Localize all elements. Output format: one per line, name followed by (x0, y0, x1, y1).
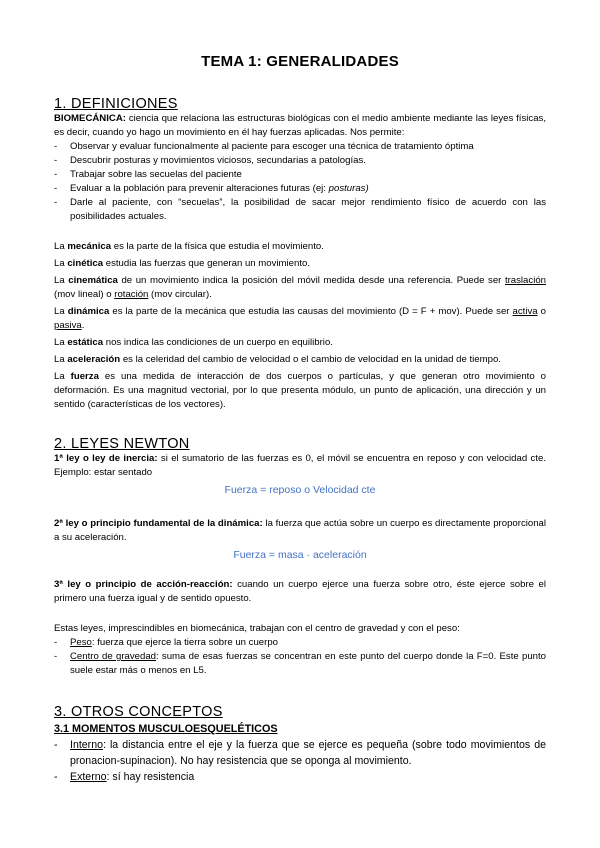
peso-term: Peso (70, 637, 92, 648)
law3-term: 3ª ley o principio de acción-reacción: (54, 579, 233, 590)
estatica-term: estática (67, 337, 104, 348)
cinematica-term: cinemática (68, 275, 118, 286)
externo-text: : sí hay resistencia (106, 771, 195, 783)
section-heading-leyes-newton: 2. LEYES NEWTON (54, 436, 190, 452)
law2-text: la fuerza que actúa sobre un cuerpo es directamente proporcional a su aceleración. (54, 518, 547, 543)
list-item: - Observar y evaluar funcionalmente al paciente para escoger una técnica de tratamiento óptima (54, 140, 546, 154)
list-item: - Darle al paciente, con “secuelas”, la posibilidad de sacar mejor rendimiento físico de acuerdo con las posibilidades actuales. (54, 196, 546, 224)
biomecanica-text: ciencia que relaciona las estructuras biológicas con el medio ambiente mediante las leyes físicas, es decir, cuando yo hago un movimiento en él hay fuerzas aplicadas. Nos permite: (54, 113, 546, 138)
cinematica-paragraph (54, 274, 546, 302)
text-fragment: (mov lineal) o (54, 289, 115, 300)
text-fragment: es la celeridad del cambio de velocidad o el cambio de velocidad en la unidad de tiempo. (120, 354, 501, 365)
text-fragment: La (54, 371, 71, 382)
law1-text: si el sumatorio de las fuerzas es 0, el móvil se encuentra en reposo y con velocidad cte. Ejemplo: estar sentado (54, 453, 546, 478)
interno-term: Interno (70, 739, 103, 751)
law2-term: 2ª ley o principio fundamental de la dinámica: (54, 518, 263, 529)
section-heading-otros-conceptos: 3. OTROS CONCEPTOS (54, 704, 223, 720)
formula-fuerza-masa: Fuerza = masa · aceleración (233, 549, 367, 561)
text-fragment: La (54, 306, 68, 317)
leyes-intro: Estas leyes, imprescindibles en biomecánica, trabajan con el centro de gravedad y con el peso: (54, 623, 460, 634)
text-fragment: La (54, 337, 68, 348)
law1-paragraph (54, 452, 546, 480)
text-fragment: es la parte de la física que estudia el movimiento. (111, 241, 324, 252)
fuerza-term: fuerza (70, 371, 99, 382)
cinetica-term: cinética (67, 258, 104, 269)
externo-term: Externo (70, 771, 107, 783)
list-item: - Trabajar sobre las secuelas del paciente (54, 168, 546, 182)
dinamica-paragraph (54, 305, 546, 333)
list-item-italic: posturas) (328, 183, 369, 194)
traslacion-term: traslación (504, 275, 546, 286)
list-item (54, 737, 546, 769)
text-fragment: o (537, 306, 546, 317)
list-item-text: Evaluar a la población para prevenir alteraciones futuras (ej: (70, 183, 329, 194)
list-item (54, 650, 546, 678)
subsection-heading-momentos: 3.1 MOMENTOS MUSCULOESQUELÉTICOS (54, 723, 278, 735)
rotacion-term: rotación (114, 289, 149, 300)
mecanica-term: mecánica (67, 241, 112, 252)
dinamica-term: dinámica (67, 306, 110, 317)
aceleracion-paragraph (54, 353, 546, 367)
aceleracion-term: aceleración (67, 354, 121, 365)
fuerza-paragraph (54, 370, 546, 412)
law3-paragraph (54, 578, 546, 606)
centro-gravedad-term: Centro de gravedad (70, 651, 156, 662)
text-fragment: estudia las fuerzas que generan un movimiento. (103, 258, 310, 269)
estatica-paragraph (54, 336, 546, 350)
section-heading-definiciones: 1. DEFINICIONES (54, 96, 178, 112)
text-fragment: (mov circular). (148, 289, 212, 300)
text-fragment: . (81, 320, 85, 331)
law3-text: cuando un cuerpo ejerce una fuerza sobre otro, éste ejerce sobre el primero una fuerza igual y de sentido opuesto. (54, 579, 546, 604)
biomecanica-paragraph (54, 112, 546, 140)
biomecanica-list (54, 140, 546, 224)
law2-paragraph (54, 517, 546, 545)
list-item (54, 182, 546, 196)
text-fragment: La (54, 354, 68, 365)
list-item (54, 769, 546, 785)
peso-text: : fuerza que ejerce la tierra sobre un cuerpo (91, 637, 278, 648)
leyes-list (54, 636, 546, 678)
list-item: - Descubrir posturas y movimientos viciosos, secundarias a patologías. (54, 154, 546, 168)
page-title: TEMA 1: GENERALIDADES (201, 53, 399, 70)
centro-gravedad-text: : suma de esas fuerzas se concentran en este punto del cuerpo donde la F=0. Este punto suele estar más o menos en L5. (70, 651, 546, 676)
text-fragment: La (54, 241, 68, 252)
text-fragment: La (54, 258, 68, 269)
momentos-list (54, 737, 546, 785)
cinetica-paragraph (54, 257, 546, 271)
mecanica-paragraph (54, 240, 546, 254)
text-fragment: de un movimiento indica la posición del móvil medida desde una referencia. Puede ser (117, 275, 505, 286)
interno-text: : la distancia entre el eje y la fuerza que se ejerce es pequeña (sobre todo movimientos de pronacion-supinacion). No hay resistencia que se oponga al movimiento. (70, 739, 546, 767)
text-fragment: La (54, 275, 69, 286)
pasiva-term: pasiva (54, 320, 82, 331)
list-item (54, 636, 546, 650)
text-fragment: nos indica las condiciones de un cuerpo en equilibrio. (103, 337, 333, 348)
text-fragment: es una medida de interacción de dos cuerpos o partículas, y que generan otro movimiento o deformación. Es una magnitud vectorial, por lo que presenta módulo, un punto de aplicación, una dirección y un sentido (características de los vectores). (54, 371, 546, 410)
formula-fuerza-reposo: Fuerza = reposo o Velocidad cte (224, 484, 376, 496)
biomecanica-term: BIOMECÁNICA: (54, 113, 126, 124)
law1-term: 1ª ley o ley de inercia: (54, 453, 158, 464)
text-fragment: es la parte de la mecánica que estudia las causas del movimiento (D = F + mov). Puede ser (109, 306, 513, 317)
activa-term: activa (512, 306, 538, 317)
